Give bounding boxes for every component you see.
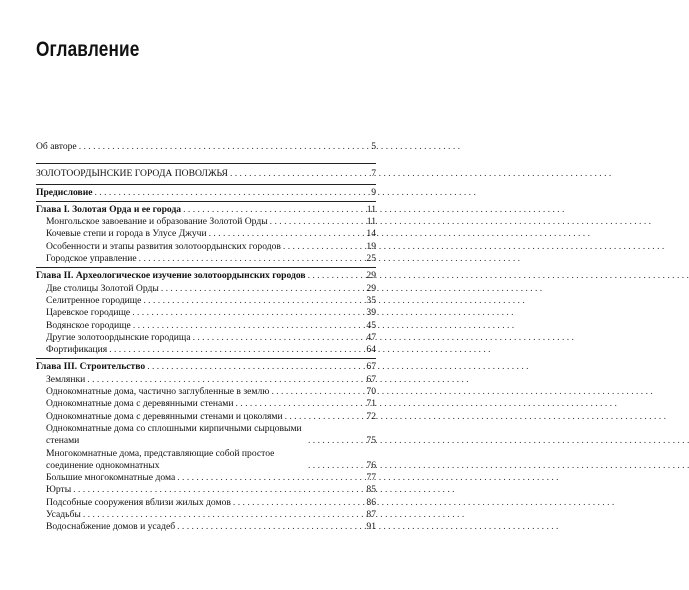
dot-leader — [139, 253, 362, 265]
toc-entry-subsection[interactable] — [36, 411, 376, 423]
section-divider — [36, 184, 376, 185]
toc-entry-chapter-3[interactable] — [36, 361, 376, 373]
toc-entry-about-author[interactable] — [36, 141, 376, 153]
toc-entry-subsection[interactable] — [36, 344, 376, 356]
dot-leader — [193, 332, 362, 344]
dot-leader — [177, 521, 362, 533]
toc-entry-page: 19 — [366, 240, 376, 252]
toc-entry-title: Фортификация — [46, 344, 108, 356]
toc-entry-chapter-1[interactable] — [36, 204, 376, 216]
toc-entry-subsection[interactable] — [36, 521, 376, 533]
dot-leader — [147, 361, 362, 373]
toc-entry-subsection[interactable] — [36, 253, 376, 265]
toc-entry-subsection[interactable] — [36, 307, 376, 319]
toc-entry-title: Кочевые степи и города в Улусе Джучи — [46, 228, 207, 240]
toc-entry-page: 25 — [366, 253, 376, 265]
dot-leader — [236, 398, 363, 410]
toc-entry-page: 76 — [366, 459, 376, 471]
toc-entry-title: Селитренное городище — [46, 294, 142, 306]
toc-entry-page: 7 — [371, 168, 376, 180]
toc-entry-subsection[interactable] — [36, 374, 376, 386]
toc-entry-title: Глава I. Золотая Орда и ее города — [36, 203, 182, 215]
dot-leader — [285, 411, 362, 423]
toc-entry-preface[interactable] — [36, 187, 376, 199]
toc-entry-title: Большие многокомнатные дома — [46, 472, 176, 484]
toc-entry-title: Однокомнатные дома, частично заглубленные в землю — [46, 386, 270, 398]
page-title: Оглавление — [36, 38, 140, 61]
toc-entry-subsection[interactable] — [36, 472, 376, 484]
toc-entry-title: Водянское городище — [46, 319, 131, 331]
toc-entry-subsection[interactable] — [36, 283, 376, 295]
dot-leader — [161, 283, 362, 295]
dot-leader — [87, 374, 362, 386]
toc-entry-page: 35 — [366, 294, 376, 306]
toc-entry-page: 75 — [366, 435, 376, 447]
toc-entry-page: 91 — [366, 521, 376, 533]
toc-entry-page: 67 — [366, 373, 376, 385]
toc-entry-part-title[interactable] — [36, 168, 376, 180]
toc-entry-title: Землянки — [46, 373, 86, 385]
toc-entry-title: Однокомнатные дома с деревянными стенами — [46, 398, 234, 410]
dot-leader — [73, 484, 362, 496]
section-divider — [36, 201, 376, 202]
toc-entry-title: Предисловие — [36, 186, 93, 198]
toc-entry-title: Глава II. Археологическое изучение золотоордынских городов — [36, 270, 306, 282]
toc-entry-title: Царевское городище — [46, 307, 131, 319]
toc-entry-title: Об авторе — [36, 141, 77, 152]
dot-leader — [79, 141, 362, 153]
toc-entry-subsection[interactable] — [36, 241, 376, 253]
toc-entry-page: 70 — [366, 386, 376, 398]
toc-entry-subsection[interactable] — [36, 320, 376, 332]
toc-entry-title: Однокомнатные дома со сплошными кирпичными сырцовыми стенами — [46, 422, 302, 447]
toc-entry-title: Многокомнатные дома, представляющие собой простое соединение однокомнатных — [46, 447, 275, 471]
toc-entry-subsection[interactable] — [36, 295, 376, 307]
dot-leader — [94, 187, 362, 199]
dot-leader — [132, 307, 362, 319]
toc-entry-title: Городское управление — [46, 253, 137, 265]
toc-entry-page: 64 — [366, 344, 376, 356]
toc-entry-title: Юрты — [46, 484, 72, 496]
toc-entry-subsection[interactable] — [36, 448, 376, 473]
dot-leader — [83, 509, 362, 521]
toc-entry-subsection[interactable] — [36, 386, 376, 398]
toc-entry-page: 87 — [366, 509, 376, 521]
toc-entry-subsection[interactable] — [36, 509, 376, 521]
section-divider — [36, 267, 376, 268]
dot-leader — [283, 241, 362, 253]
toc-entry-page: 11 — [366, 216, 376, 228]
toc-entry-subsection[interactable] — [36, 228, 376, 240]
toc-entry-page: 86 — [366, 496, 376, 508]
toc-entry-title: Однокомнатные дома с деревянными стенами и цоколями — [46, 410, 283, 422]
toc-entry-page: 47 — [366, 331, 376, 343]
dot-leader — [308, 270, 362, 282]
toc-entry-title: Глава III. Строительство — [36, 361, 146, 373]
section-divider — [36, 163, 376, 164]
toc-entry-subsection[interactable] — [36, 497, 376, 509]
table-of-contents — [36, 141, 376, 534]
dot-leader — [209, 228, 362, 240]
toc-entry-page: 45 — [366, 319, 376, 331]
dot-leader — [133, 320, 362, 332]
toc-entry-subsection[interactable] — [36, 332, 376, 344]
dot-leader — [183, 204, 362, 216]
dot-leader — [143, 295, 362, 307]
toc-entry-page: 77 — [366, 472, 376, 484]
toc-entry-chapter-2[interactable] — [36, 270, 376, 282]
dot-leader — [109, 344, 362, 356]
toc-entry-subsection[interactable] — [36, 423, 376, 448]
toc-entry-subsection[interactable] — [36, 216, 376, 228]
toc-entry-title: Другие золотоордынские городища — [46, 331, 191, 343]
toc-entry-page: 71 — [366, 398, 376, 410]
toc-entry-page: 14 — [366, 228, 376, 240]
dot-leader — [233, 497, 362, 509]
toc-entry-title: Водоснабжение домов и усадеб — [46, 521, 176, 533]
toc-entry-title: Усадьбы — [46, 509, 81, 521]
toc-entry-title: Монгольское завоевание и образование Золотой Орды — [46, 216, 268, 228]
toc-entry-page: 39 — [366, 307, 376, 319]
toc-entry-title: Подсобные сооружения вблизи жилых домов — [46, 496, 231, 508]
toc-entry-page: 9 — [371, 186, 376, 198]
toc-entry-title: Две столицы Золотой Орды — [46, 282, 159, 294]
section-divider — [36, 358, 376, 359]
toc-entry-page: 29 — [366, 270, 376, 282]
toc-entry-page: 5 — [371, 141, 376, 152]
toc-entry-title: Особенности и этапы развития золотоордынских городов — [46, 240, 281, 252]
toc-entry-page: 11 — [366, 203, 376, 215]
dot-leader — [270, 216, 362, 228]
dot-leader — [177, 472, 362, 484]
toc-entry-page: 67 — [366, 361, 376, 373]
toc-entry-page: 72 — [366, 410, 376, 422]
toc-entry-page: 85 — [366, 484, 376, 496]
dot-leader — [308, 435, 362, 447]
toc-entry-subsection[interactable] — [36, 398, 376, 410]
toc-entry-page: 29 — [366, 282, 376, 294]
dot-leader — [308, 460, 362, 472]
dot-leader — [271, 386, 362, 398]
toc-entry-title: ЗОЛОТООРДЫНСКИЕ ГОРОДА ПОВОЛЖЬЯ — [36, 168, 228, 180]
toc-entry-subsection[interactable] — [36, 484, 376, 496]
dot-leader — [230, 168, 362, 180]
